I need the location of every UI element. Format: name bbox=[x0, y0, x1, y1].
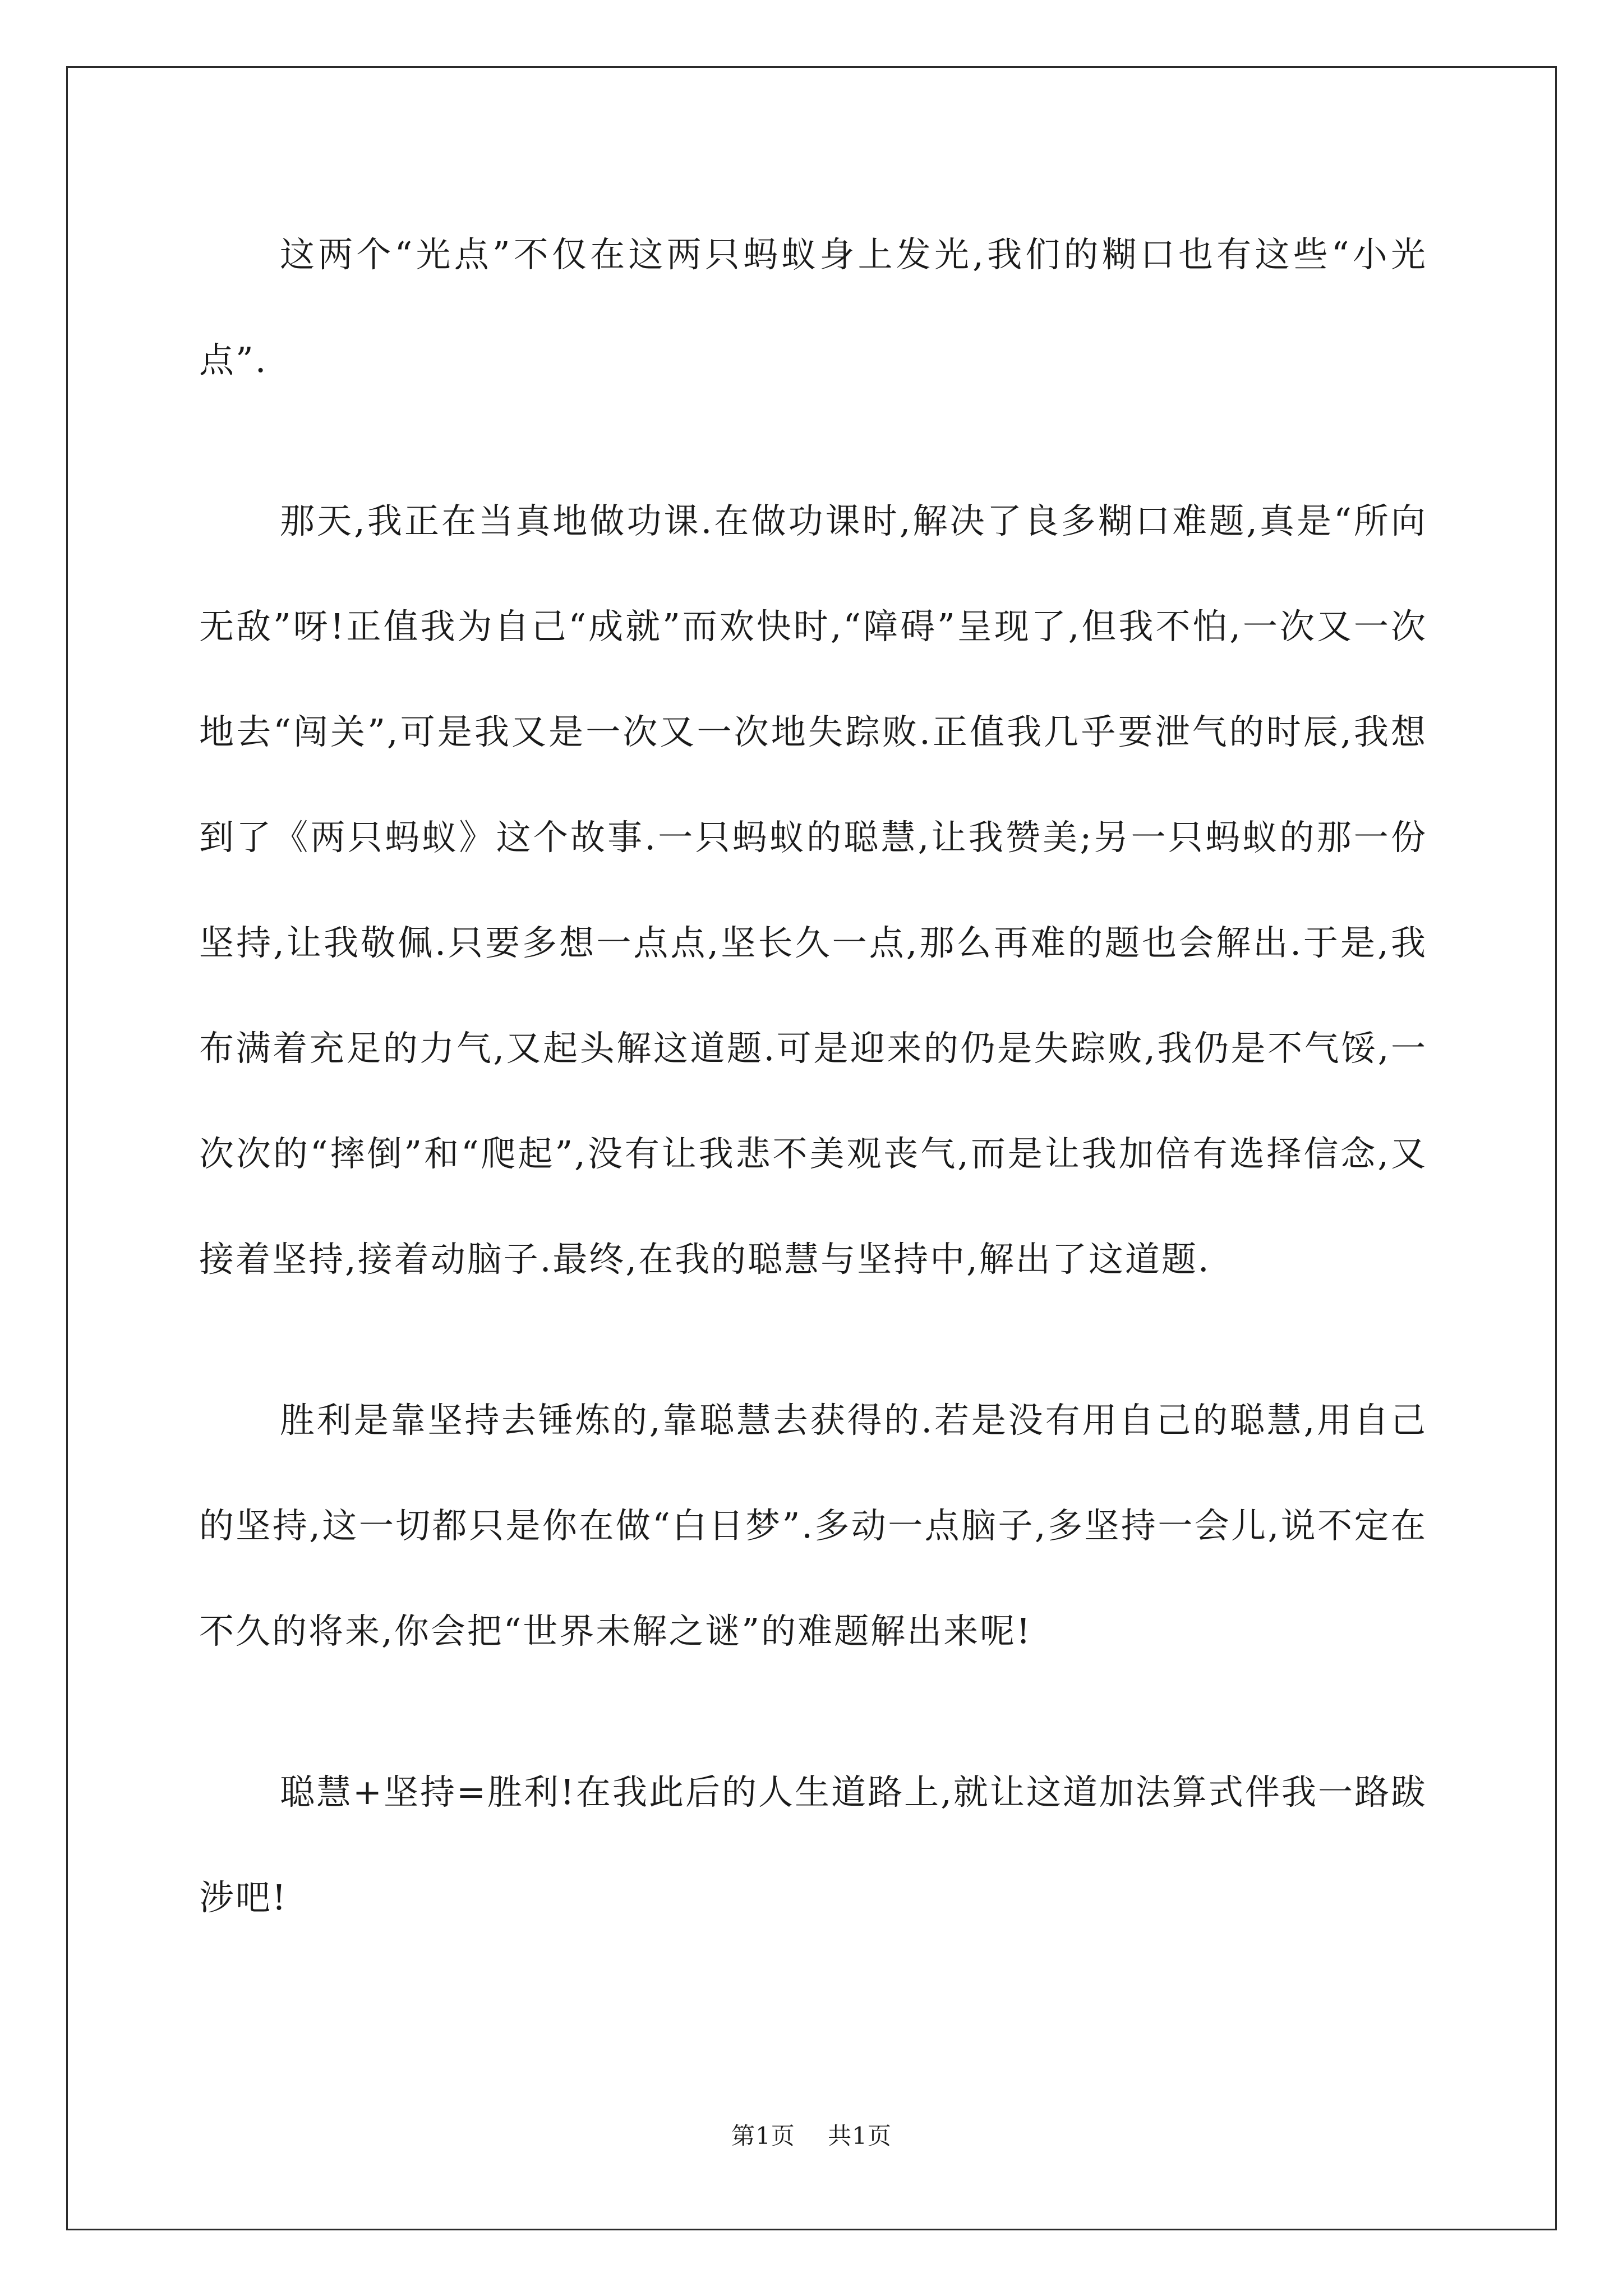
paragraph-1: 这两个“光点”不仅在这两只蚂蚁身上发光,我们的糊口也有这些“小光点”. bbox=[199, 234, 1427, 380]
page-footer bbox=[0, 2118, 1623, 2151]
paragraph-4: 聪慧+坚持=胜利!在我此后的人生道路上,就让这道加法算式伴我一路跋涉吧! bbox=[199, 1772, 1427, 1918]
page-count: 共1页 bbox=[828, 2122, 892, 2150]
page-number: 第1页 bbox=[731, 2122, 795, 2150]
paragraph-2: 那天,我正在当真地做功课.在做功课时,解决了良多糊口难题,真是“所向无敌”呀!正值我为自己“成就”而欢快时,“障碍”呈现了,但我不怕,一次又一次地去“闯关”,可是我又是一次又一次地失踪败.正值我几乎要泄气的时辰,我想到了《两只蚂蚁》这个故事.一只蚂蚁的聪慧,让我赞美;另一只蚂蚁的那一份坚持,让我敬佩.只要多想一点点,坚长久一点,那么再难的题也会解出.于是,我布满着充足的力气,又起头解这道题.可是迎来的仍是失踪败,我仍是不气馁,一次次的“摔倒”和“爬起”,没有让我悲不美观丧气,而是让我加倍有选择信念,又接着坚持,接着动脑子.最终,在我的聪慧与坚持中,解出了这道题. bbox=[199, 500, 1427, 1280]
document-body bbox=[199, 202, 1427, 2006]
paragraph-3: 胜利是靠坚持去锤炼的,靠聪慧去获得的.若是没有用自己的聪慧,用自己的坚持,这一切都只是你在做“白日梦”.多动一点脑子,多坚持一会儿,说不定在不久的将来,你会把“世界未解之谜”的难题解出来呢! bbox=[199, 1400, 1427, 1651]
